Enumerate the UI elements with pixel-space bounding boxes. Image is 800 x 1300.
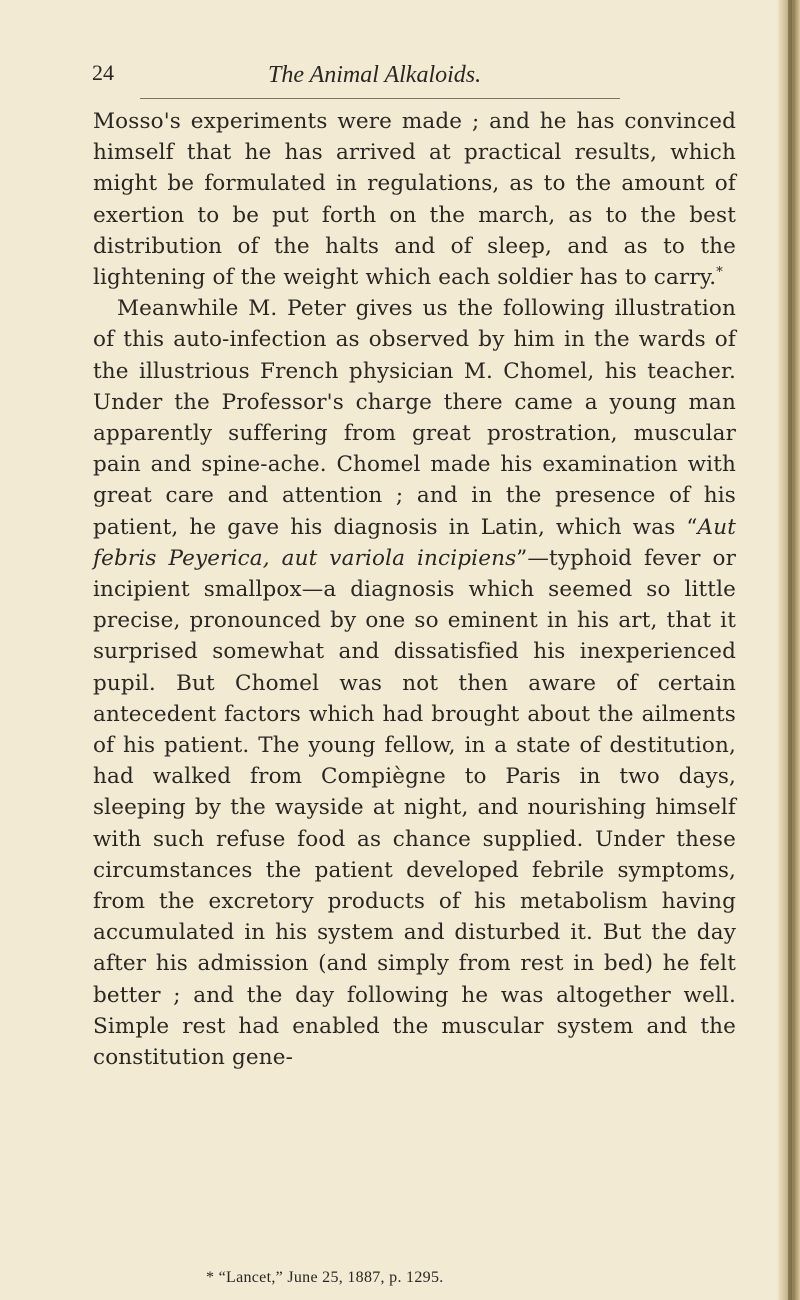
footnote: * “Lancet,” June 25, 1887, p. 1295.	[206, 1269, 444, 1286]
paragraph-2-text-b: ”—typhoid fever or incipient smallpox—a diagnosis which seemed so little precise, pronounced by one so eminent in his art, that it surprised somewhat and dissatisfied his inexperienced pupil. But Chomel was not then aware of certain antecedent factors which had brought about the ailments of his patient. The young fellow, in a state of destitution, had walked from Compiègne to Paris in two days, sleeping by the wayside at night, and nourishing himself with such refuse food as chance supplied. Under these circumstances the patient developed febrile symptoms, from the excretory products of his metabolism having accumulated in his system and disturbed it. But the day after his admission (and simply from rest in bed) he felt better ; and the day following he was altogether well. Simple rest had enabled the muscular system and the constitution gene-	[93, 545, 737, 1071]
page-number: 24	[92, 60, 114, 85]
paragraph-2	[93, 293, 736, 1073]
paragraph-2-text-a: Meanwhile M. Peter gives us the following illustration of this auto-infection as observed by him in the wards of the illustrious French physician M. Chomel, his teacher. Under the Professor's charge there came a young man apparently suffering from great prostration, muscular pain and spine-ache. Chomel made his examination with great care and attention ; and in the presence of his patient, he gave his diagnosis in Latin, which was “	[93, 296, 736, 540]
running-head	[92, 60, 732, 100]
body-text	[93, 106, 736, 1073]
header-rule	[140, 98, 620, 99]
page-edge-line	[788, 0, 792, 1300]
paragraph-1	[93, 106, 736, 293]
paragraph-1-text: Mosso's experiments were made ; and he has convinced himself that he has arrived at practical results, which might be formulated in regulations, as to the amount of exertion to be put forth on the march, as to the best distribution of the halts and of sleep, and as to the lightening of the weight which each soldier has to carry.	[93, 109, 736, 291]
latin-diagnosis: Aut febris Peyerica, aut variola incipiens	[93, 514, 736, 571]
running-title: The Animal Alkaloids.	[268, 62, 482, 88]
footnote-marker: *	[716, 264, 723, 280]
